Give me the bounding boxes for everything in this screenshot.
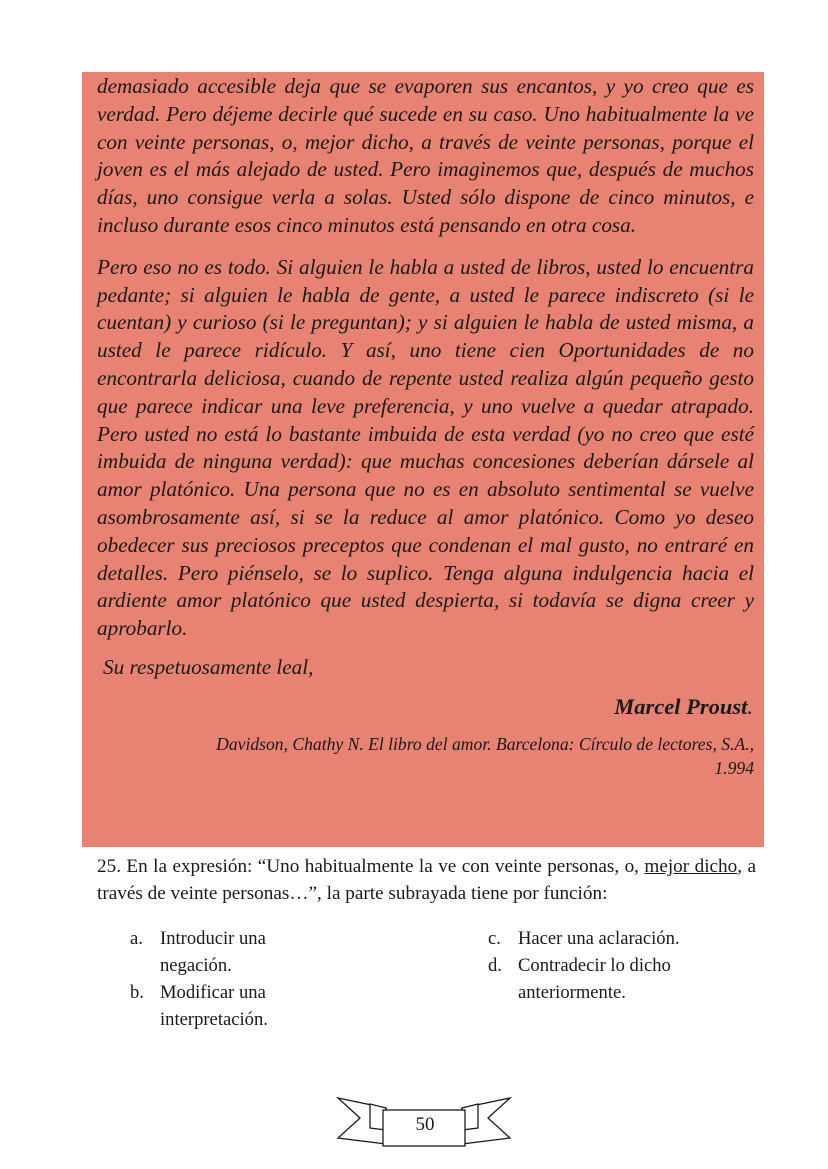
options-left-column xyxy=(130,925,390,1033)
option-d[interactable] xyxy=(488,952,748,1006)
option-letter: a. xyxy=(130,928,143,949)
question-25 xyxy=(97,853,756,907)
option-c[interactable] xyxy=(488,925,748,952)
signature-name: Marcel Proust xyxy=(614,693,748,719)
option-letter: d. xyxy=(488,955,502,976)
page-number: 50 xyxy=(415,1114,435,1135)
option-text: Introducir una negación. xyxy=(160,928,266,976)
option-text: Hacer una aclaración. xyxy=(518,928,680,949)
question-underlined-phrase: mejor dicho xyxy=(644,856,738,877)
question-suffix: , a través de veinte personas…”, la parte subrayada tiene por función: xyxy=(97,856,756,904)
letter-closing: Su respetuosamente leal, xyxy=(103,654,314,679)
question-prefix: 25. En la expresión: “Uno habitualmente la ve con veinte personas, o, xyxy=(97,856,645,877)
option-b[interactable] xyxy=(130,979,390,1033)
citation-line-2: 1.994 xyxy=(714,757,754,778)
letter-excerpt-box xyxy=(82,72,764,847)
option-text: Modificar una interpretación. xyxy=(160,982,268,1030)
letter-paragraph-2: Pero eso no es todo. Si alguien le habla a usted de libros, usted lo encuentra pedante; si alguien le habla de gente, a usted le parece indiscreto (si le cuentan) y curioso (si le preguntan); y si alguien le habla de usted misma, a usted le parece ridículo. Y así, uno tiene cien Oportunidades de no encontrarla deliciosa, cuando de repente usted realiza algún pequeño gesto que parece indicar una leve preferencia, y uno vuelve a quedar atrapado. Pero usted no está lo bastante imbuida de esta verdad (yo no creo que esté imbuida de ninguna verdad): que muchas concesiones deberían dársele al amor platónico. Una persona que no es en absoluto sentimental se vuelve asombrosamente así, si se la reduce al amor platónico. Como yo deseo obedecer sus preciosos preceptos que condenan el mal gusto, no entraré en detalles. Pero piénselo, se lo suplico. Tenga alguna indulgencia hacia el ardiente amor platónico que usted despierta, si todavía se digna creer y aprobarlo. xyxy=(97,254,754,641)
option-text: Contradecir lo dicho anteriormente. xyxy=(518,955,671,1003)
option-a[interactable] xyxy=(130,925,390,979)
options-right-column xyxy=(488,925,748,1006)
option-letter: c. xyxy=(488,928,501,949)
citation-line-1: Davidson, Chathy N. El libro del amor. Barcelona: Círculo de lectores, S.A., xyxy=(216,733,754,754)
source-citation xyxy=(97,732,754,780)
letter-paragraph-1: demasiado accesible deja que se evaporen sus encantos, y yo creo que es verdad. Pero déjeme decirle qué sucede en su caso. Uno habitualmente la ve con veinte personas, o, mejor dicho, a través de veinte personas, porque el joven es el más alejado de usted. Pero imaginemos que, después de muchos días, uno consigue verla a solas. Usted sólo dispone de cinco minutos, e incluso durante esos cinco minutos está pensando en otra cosa. xyxy=(97,74,754,237)
letter-signature xyxy=(97,694,753,720)
signature-period: . xyxy=(747,693,753,719)
option-letter: b. xyxy=(130,982,144,1003)
